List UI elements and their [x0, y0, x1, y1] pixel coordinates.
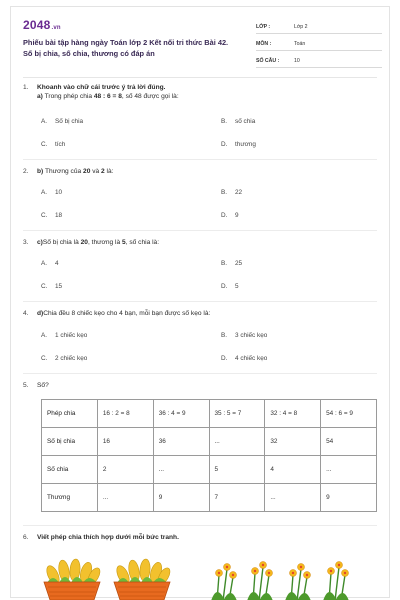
question-prompt	[37, 238, 377, 247]
answer-cell[interactable]: ...	[209, 428, 265, 456]
option-text: 4 chiếc kẹo	[235, 355, 268, 362]
question-divider	[23, 230, 377, 231]
question-prompt: Số?	[37, 382, 49, 389]
question-number: 5.	[23, 382, 29, 389]
table-cell: 32	[265, 428, 321, 456]
prompt-text: là:	[106, 168, 114, 175]
option-text: tích	[55, 141, 66, 148]
question-number: 1.	[23, 84, 29, 91]
table-cell: 7	[209, 484, 265, 512]
prompt-text: , thương là	[87, 239, 121, 246]
table-cell: 36	[153, 428, 209, 456]
table-cell: 2	[97, 456, 153, 484]
question-prompt	[37, 309, 377, 318]
question-prompt	[37, 92, 377, 101]
answer-cell[interactable]: ...	[265, 484, 321, 512]
division-table	[41, 399, 377, 512]
worksheet-page	[10, 6, 390, 598]
option-label: D.	[221, 355, 228, 362]
meta-value: Lớp 2	[294, 24, 308, 30]
option-b[interactable]	[221, 260, 242, 267]
option-a[interactable]	[41, 189, 62, 196]
question-number: 2.	[23, 168, 29, 175]
row-header: Số chia	[42, 456, 98, 484]
worksheet-title	[23, 37, 243, 59]
option-c[interactable]	[41, 355, 87, 362]
option-text: 22	[235, 189, 243, 196]
option-d[interactable]	[221, 212, 239, 219]
worksheet-meta	[256, 20, 382, 71]
option-d[interactable]	[221, 355, 267, 362]
option-label: A.	[41, 260, 48, 267]
row-header: Số bị chia	[42, 428, 98, 456]
question-6-pictures	[39, 553, 369, 600]
option-text: Số bị chia	[55, 118, 84, 125]
table-row	[42, 428, 377, 456]
corn-basket-image	[39, 553, 105, 600]
option-text: thương	[235, 141, 256, 148]
title-line-2: Số bị chia, số chia, thương có đáp án	[23, 49, 155, 58]
meta-key: MÔN :	[256, 41, 272, 47]
question-number: 3.	[23, 239, 29, 246]
question-divider	[23, 373, 377, 374]
table-cell: 5	[209, 456, 265, 484]
meta-value: 10	[294, 58, 300, 64]
flower-clusters-image	[207, 553, 367, 600]
question-number: 4.	[23, 310, 29, 317]
table-cell: 54	[321, 428, 377, 456]
prompt-text: Thương của	[44, 168, 82, 175]
prompt-text: Số bị chia là	[42, 239, 79, 246]
title-line-1: Phiếu bài tập hàng ngày Toán lớp 2 Kết nối tri thức Bài 42.	[23, 38, 229, 47]
option-label: C.	[41, 355, 48, 362]
question-divider	[23, 159, 377, 160]
option-label: D.	[221, 283, 228, 290]
meta-key: SỐ CÂU :	[256, 58, 280, 64]
option-a[interactable]	[41, 332, 87, 339]
logo-suffix: .vn	[51, 25, 61, 31]
question-prompt: Viết phép chia thích hợp dưới mỗi bức tranh.	[37, 534, 179, 541]
meta-row-count	[256, 54, 382, 68]
question-divider	[23, 525, 377, 526]
meta-row-class	[256, 20, 382, 34]
header-divider	[23, 77, 377, 78]
table-cell: 32 : 4 = 8	[265, 400, 321, 428]
option-d[interactable]	[221, 141, 256, 148]
table-row	[42, 484, 377, 512]
prompt-text: , số chia là:	[125, 239, 160, 246]
table-cell: 35 : 5 = 7	[209, 400, 265, 428]
part-label: c)	[37, 239, 43, 246]
answer-cell[interactable]: ...	[97, 484, 153, 512]
option-label: D.	[221, 141, 228, 148]
option-text: 2 chiếc kẹo	[55, 355, 88, 362]
answer-cell[interactable]: ...	[321, 456, 377, 484]
meta-value: Toán	[294, 41, 306, 47]
prompt-text: và	[92, 168, 100, 175]
table-row	[42, 400, 377, 428]
answer-cell[interactable]: ...	[153, 456, 209, 484]
question-divider	[23, 301, 377, 302]
option-label: B.	[221, 189, 228, 196]
prompt-text: Trong phép chia	[44, 93, 93, 100]
table-cell: 16 : 2 = 8	[97, 400, 153, 428]
corn-basket-image	[109, 553, 175, 600]
option-label: C.	[41, 283, 48, 290]
question-number: 6.	[23, 534, 29, 541]
option-a[interactable]	[41, 260, 59, 267]
option-text: 3 chiếc kẹo	[235, 332, 268, 339]
option-text: 15	[55, 283, 63, 290]
option-d[interactable]	[221, 283, 239, 290]
option-text: 9	[235, 212, 239, 219]
number: 5	[122, 239, 126, 246]
option-label: A.	[41, 189, 48, 196]
option-c[interactable]	[41, 212, 62, 219]
option-text: 18	[55, 212, 63, 219]
option-text: số chia	[235, 118, 256, 125]
option-label: B.	[221, 332, 228, 339]
part-label: a)	[37, 93, 43, 100]
table-cell: 36 : 4 = 9	[153, 400, 209, 428]
option-text: 5	[235, 283, 239, 290]
option-c[interactable]	[41, 141, 65, 148]
option-label: A.	[41, 118, 48, 125]
question-text	[37, 83, 377, 101]
meta-row-subject	[256, 37, 382, 51]
option-label: B.	[221, 118, 228, 125]
option-b[interactable]	[221, 189, 242, 196]
table-row	[42, 456, 377, 484]
option-c[interactable]	[41, 283, 62, 290]
option-b[interactable]	[221, 118, 255, 125]
logo-main: 2048	[23, 18, 51, 32]
row-header: Phép chia	[42, 400, 98, 428]
table-cell: 9	[321, 484, 377, 512]
table-cell: 54 : 6 = 9	[321, 400, 377, 428]
option-text: 10	[55, 189, 63, 196]
row-header: Thương	[42, 484, 98, 512]
option-text: 4	[55, 260, 59, 267]
option-label: B.	[221, 260, 228, 267]
meta-key: LỚP :	[256, 24, 271, 30]
option-text: 25	[235, 260, 243, 267]
site-logo[interactable]	[23, 18, 61, 32]
table-cell: 4	[265, 456, 321, 484]
part-label: b)	[37, 168, 44, 175]
prompt-text: , số 48 được gọi là:	[121, 93, 179, 100]
table-cell: 9	[153, 484, 209, 512]
prompt-text: Chia đều 8 chiếc kẹo cho 4 bạn, mỗi bạn được số kẹo là:	[43, 310, 211, 317]
number: 20	[80, 239, 88, 246]
question-instruction: Khoanh vào chữ cái trước ý trả lời đúng.	[37, 84, 166, 91]
number: 2	[101, 168, 105, 175]
option-text: 1 chiếc kẹo	[55, 332, 88, 339]
option-a[interactable]	[41, 118, 83, 125]
option-label: A.	[41, 332, 48, 339]
number: 20	[83, 168, 91, 175]
expression: 48 : 6 = 8	[93, 93, 122, 100]
option-label: C.	[41, 141, 48, 148]
option-label: D.	[221, 212, 228, 219]
option-label: C.	[41, 212, 48, 219]
option-b[interactable]	[221, 332, 267, 339]
question-prompt	[37, 167, 377, 176]
table-cell: 16	[97, 428, 153, 456]
part-label: d)	[37, 310, 44, 317]
